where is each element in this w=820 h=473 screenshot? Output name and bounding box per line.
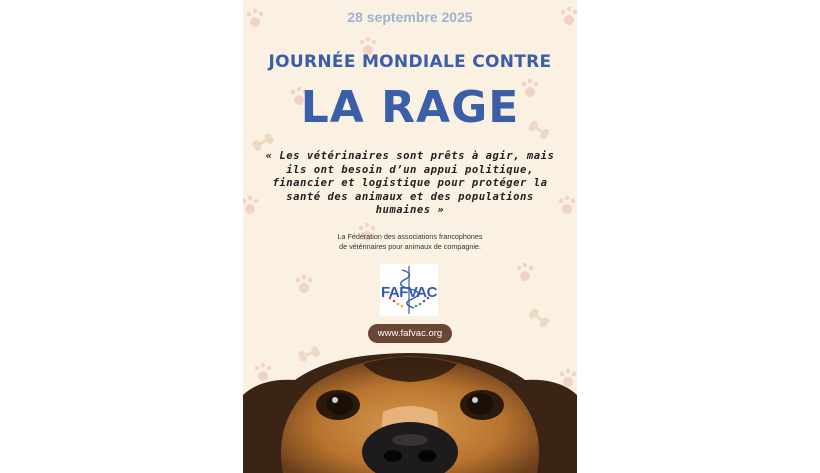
poster [243, 0, 577, 473]
fafvac-logo [380, 264, 438, 316]
quote-line: financier et logistique pour protéger la [272, 177, 548, 189]
paw-print-icon [517, 263, 533, 281]
quote-line: santé des animaux et des populations [286, 190, 534, 203]
event-date: 28 septembre 2025 [347, 9, 473, 25]
dog-photo [243, 340, 577, 473]
logo-text: FAFVAC [381, 284, 437, 301]
website-link[interactable]: www.fafvac.org [368, 324, 452, 343]
federation-line: La Fédération des associations francophones [337, 232, 483, 241]
quote-line: ils ont besoin d’un appui politique, [286, 163, 534, 176]
paw-print-icon [296, 275, 312, 293]
bone-icon [530, 309, 549, 327]
federation-text [243, 232, 577, 252]
quote-line: humaines » [375, 204, 445, 216]
title-line-1: JOURNÉE MONDIALE CONTRE [268, 52, 552, 72]
federation-line: de vétérinaires pour animaux de compagnie. [339, 242, 481, 251]
title-line-2: LA RAGE [300, 82, 520, 133]
quote [253, 150, 567, 218]
quote-line: « Les vétérinaires sont prêts à agir, mais [265, 150, 555, 162]
bone-icon [253, 134, 273, 150]
